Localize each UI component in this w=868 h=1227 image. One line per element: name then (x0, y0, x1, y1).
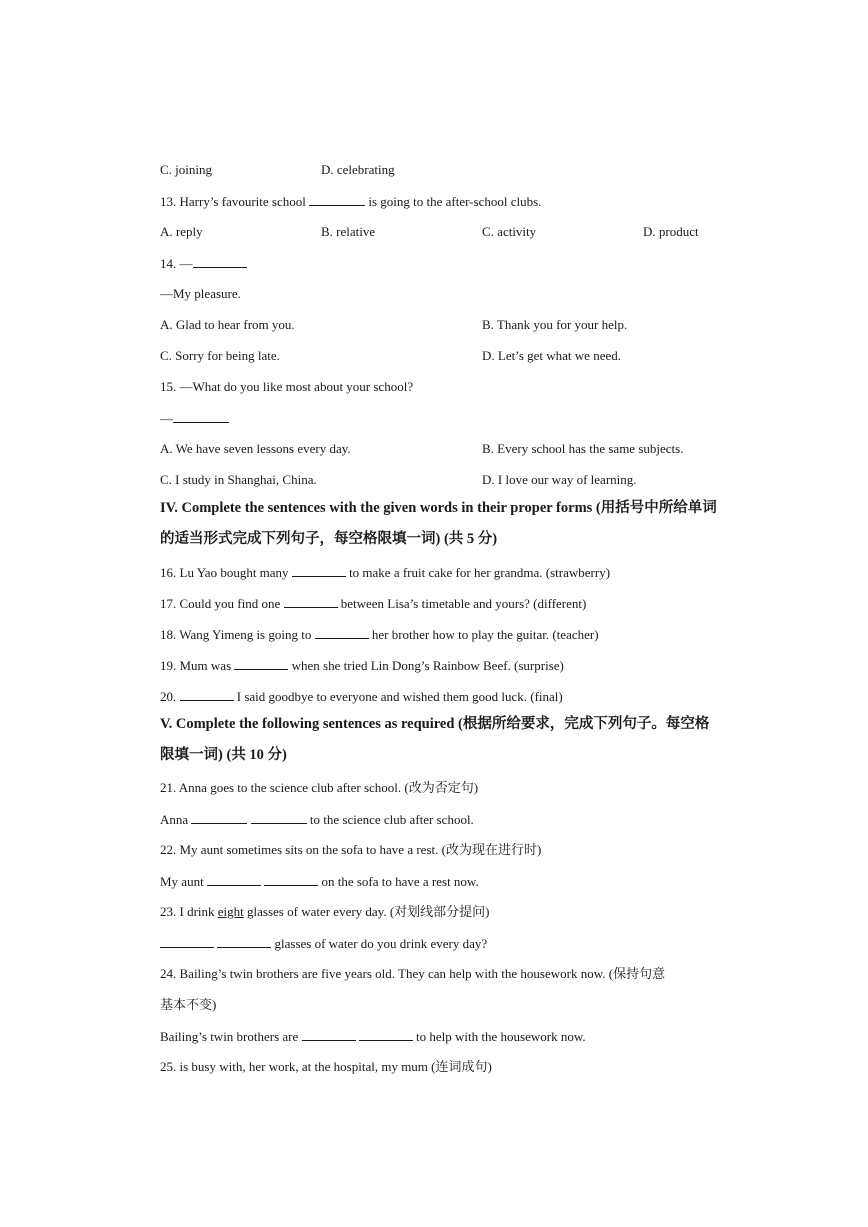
q22-blank-2[interactable] (264, 873, 318, 886)
q17-post: between Lisa’s timetable and yours? (different) (340, 596, 587, 611)
q13-option-a[interactable]: A. reply (160, 224, 203, 239)
q15-option-c[interactable]: C. I study in Shanghai, China. (160, 472, 317, 487)
q16-post: to make a fruit cake for her grandma. (strawberry) (349, 565, 611, 580)
section-4-heading: IV. Complete the sentences with the given words in their proper forms (用括号中所给单词的适当形式完成下列句子，每空格限填一词) (共 5 分) (160, 500, 717, 547)
q23-prompt (160, 904, 720, 920)
q15-reply-dash: — (160, 411, 173, 426)
exam-page (160, 0, 720, 1227)
q24-answer (160, 1028, 720, 1045)
section-5-heading: V. Complete the following sentences as required (根据所给要求，完成下列句子。每空格限填一词) (共 10 分) (160, 716, 710, 763)
q22-blank-1[interactable] (207, 873, 261, 886)
q20-item (160, 688, 720, 705)
q13-prefix: 13. Harry’s favourite school (160, 194, 306, 209)
q17-pre: 17. Could you find one (160, 596, 281, 611)
q23-prompt-post: glasses of water every day. (对划线部分提问) (247, 904, 490, 919)
q23-underlined-word: eight (217, 904, 244, 919)
q25-prompt: 25. is busy with, her work, at the hospital, my mum (连词成句) (160, 1059, 492, 1074)
q23-blank-2[interactable] (217, 935, 271, 948)
q14-option-c[interactable]: C. Sorry for being late. (160, 348, 280, 363)
q20-post: I said goodbye to everyone and wished them good luck. (final) (236, 689, 563, 704)
q13-suffix: is going to the after-school clubs. (368, 194, 542, 209)
q21-blank-2[interactable] (251, 811, 307, 824)
q24-blank-2[interactable] (359, 1028, 413, 1041)
q23-post: glasses of water do you drink every day? (274, 936, 488, 951)
q15-option-a[interactable]: A. We have seven lessons every day. (160, 441, 351, 456)
q24-prompt-line-2: 基本不变) (160, 997, 217, 1012)
q21-blank-1[interactable] (191, 811, 247, 824)
q21-prompt: 21. Anna goes to the science club after school. (改为否定句) (160, 780, 479, 795)
q24-post: to help with the housework now. (416, 1029, 586, 1044)
q14-option-b[interactable]: B. Thank you for your help. (482, 317, 628, 332)
q18-item (160, 626, 720, 643)
q14-prompt (160, 255, 720, 272)
q19-post: when she tried Lin Dong’s Rainbow Beef. (surprise) (291, 658, 564, 673)
q16-pre: 16. Lu Yao bought many (160, 565, 289, 580)
q14-option-a[interactable]: A. Glad to hear from you. (160, 317, 295, 332)
q15-blank[interactable] (173, 410, 229, 423)
q22-post: on the sofa to have a rest now. (321, 874, 479, 889)
q22-pre: My aunt (160, 874, 204, 889)
q19-blank[interactable] (234, 657, 288, 670)
q24-blank-1[interactable] (302, 1028, 356, 1041)
q20-blank[interactable] (180, 688, 234, 701)
q14-option-d[interactable]: D. Let’s get what we need. (482, 348, 621, 363)
q18-post: her brother how to play the guitar. (teacher) (371, 627, 599, 642)
q16-blank[interactable] (292, 564, 346, 577)
q14-reply: —My pleasure. (160, 286, 241, 301)
q22-prompt: 22. My aunt sometimes sits on the sofa to have a rest. (改为现在进行时) (160, 842, 542, 857)
q21-post: to the science club after school. (309, 812, 474, 827)
q16-item (160, 564, 720, 581)
q20-pre: 20. (160, 689, 177, 704)
q18-blank[interactable] (315, 626, 369, 639)
q13-option-b[interactable]: B. relative (321, 224, 376, 239)
q12-option-d[interactable]: D. celebrating (321, 162, 395, 177)
q15-prompt: 15. —What do you like most about your school? (160, 379, 414, 394)
q13-option-d[interactable]: D. product (643, 224, 699, 239)
q24-pre: Bailing’s twin brothers are (160, 1029, 299, 1044)
q14-prompt-text: 14. — (160, 256, 193, 271)
q13-option-c[interactable]: C. activity (482, 224, 537, 239)
q13-blank[interactable] (309, 193, 365, 206)
q21-answer (160, 811, 720, 828)
q23-answer (160, 935, 720, 952)
q15-reply (160, 410, 720, 427)
q17-blank[interactable] (284, 595, 338, 608)
q23-blank-1[interactable] (160, 935, 214, 948)
q23-prompt-pre: 23. I drink (160, 904, 215, 919)
q12-option-c[interactable]: C. joining (160, 162, 213, 177)
q15-option-d[interactable]: D. I love our way of learning. (482, 472, 637, 487)
q14-blank[interactable] (193, 255, 247, 268)
q19-pre: 19. Mum was (160, 658, 232, 673)
q24-prompt-line-1: 24. Bailing’s twin brothers are five years old. They can help with the housework now. (保持句意 (160, 966, 666, 981)
q21-pre: Anna (160, 812, 189, 827)
q18-pre: 18. Wang Yimeng is going to (160, 627, 312, 642)
q15-option-b[interactable]: B. Every school has the same subjects. (482, 441, 684, 456)
q19-item (160, 657, 720, 674)
q17-item (160, 595, 720, 612)
q13-question (160, 193, 720, 210)
q22-answer (160, 873, 720, 890)
